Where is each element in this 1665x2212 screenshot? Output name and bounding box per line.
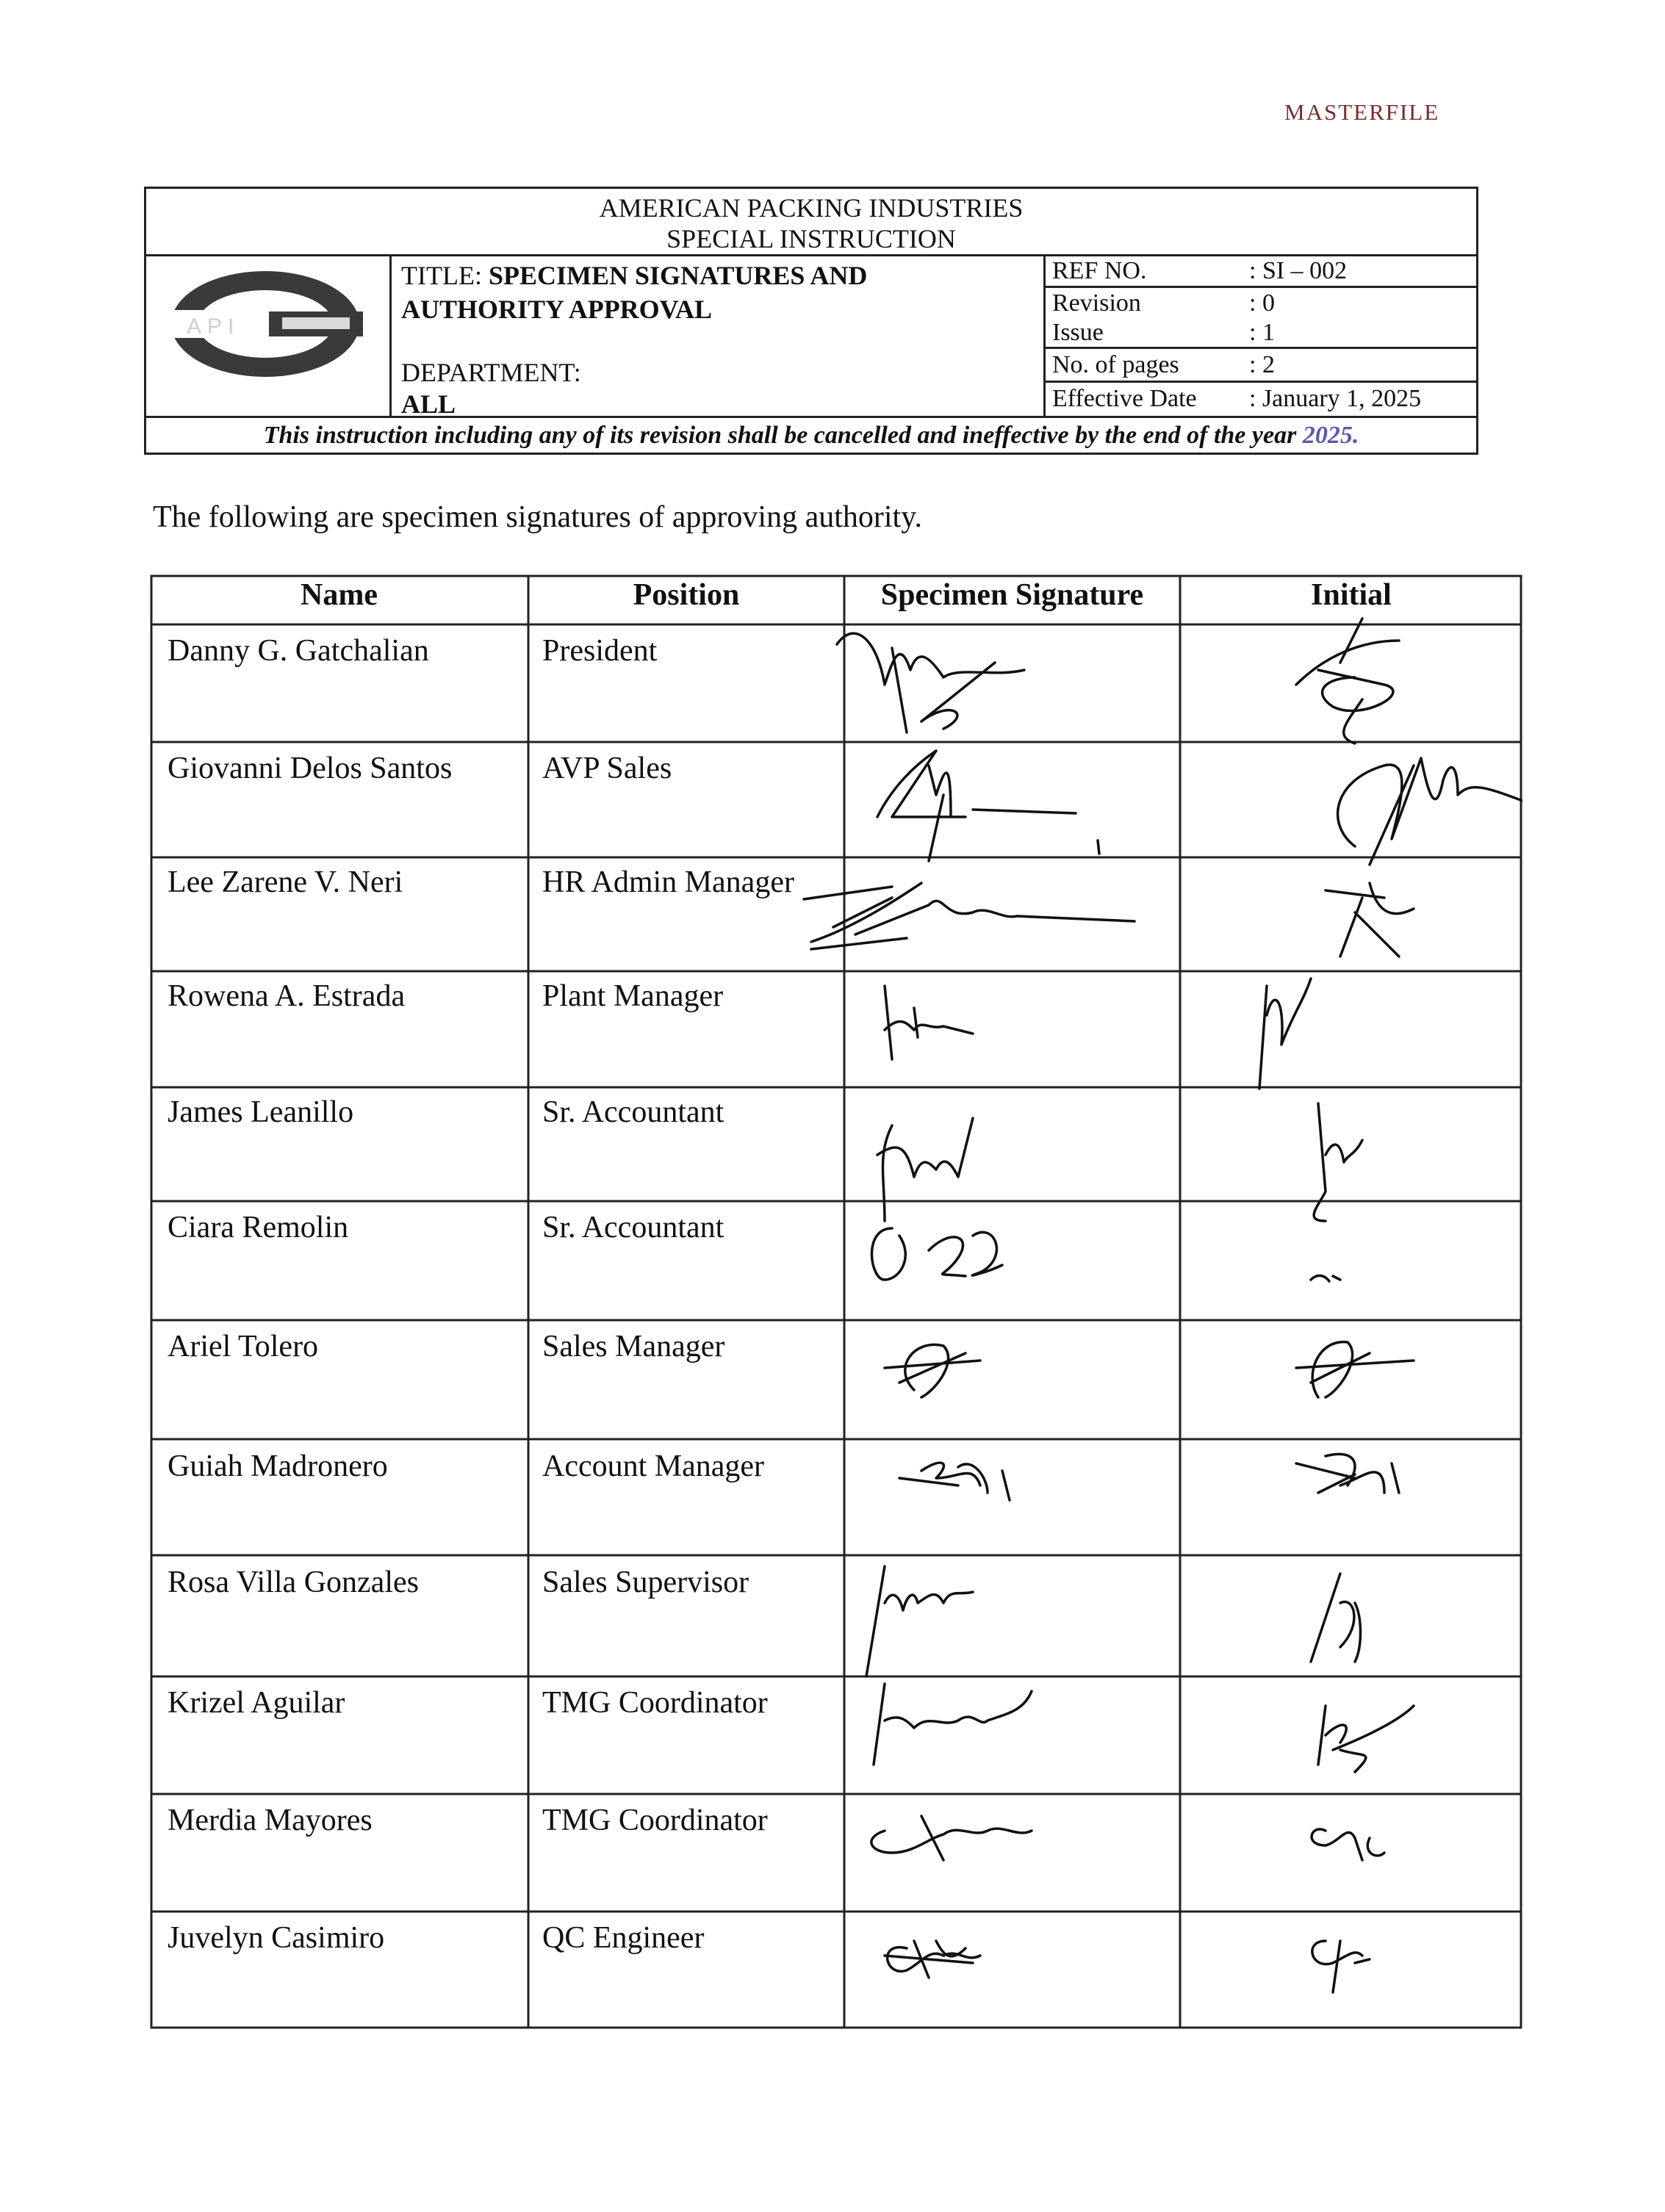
row-position: AVP Sales xyxy=(542,752,672,785)
row-name: Guiah Madronero xyxy=(168,1449,388,1483)
initial-4 xyxy=(1259,979,1311,1089)
initial-12 xyxy=(1312,1941,1370,1992)
logo-text: API xyxy=(187,314,240,339)
initial-11 xyxy=(1312,1829,1384,1860)
initial-9 xyxy=(1311,1574,1361,1662)
effective-date-label: Effective Date xyxy=(1052,385,1197,412)
row-position: Sr. Accountant xyxy=(542,1095,724,1129)
initial-6 xyxy=(1311,1275,1340,1281)
initial-7 xyxy=(1296,1342,1414,1397)
department-value: ALL xyxy=(401,389,456,419)
department-label: DEPARTMENT: xyxy=(401,358,581,387)
row-position: Account Manager xyxy=(542,1449,765,1483)
document-title xyxy=(401,259,867,326)
column-header-position: Position xyxy=(633,578,740,612)
intro-text: The following are specimen signatures of approving authority. xyxy=(153,500,922,534)
row-position: TMG Coordinator xyxy=(542,1686,768,1720)
row-position: HR Admin Manager xyxy=(542,865,794,899)
pages-value: : 2 xyxy=(1249,351,1275,378)
row-name: Krizel Aguilar xyxy=(168,1686,345,1720)
row-name: Rowena A. Estrada xyxy=(168,979,406,1013)
revision-value: : 0 xyxy=(1249,289,1275,317)
signature-12 xyxy=(885,1941,980,1978)
validity-note xyxy=(144,422,1478,450)
signatures-layer xyxy=(150,574,1522,2029)
signature-4 xyxy=(885,986,973,1059)
row-position: TMG Coordinator xyxy=(542,1804,768,1837)
signature-5 xyxy=(877,1118,973,1221)
initial-2 xyxy=(1338,758,1522,865)
row-name: Danny G. Gatchalian xyxy=(168,634,429,668)
company-name: AMERICAN PACKING INDUSTRIES xyxy=(599,193,1024,223)
initial-3 xyxy=(1326,883,1414,957)
document-type: SPECIAL INSTRUCTION xyxy=(666,224,956,253)
signature-1 xyxy=(837,633,1024,732)
column-header-name: Name xyxy=(301,578,378,612)
initial-10 xyxy=(1318,1706,1414,1772)
row-name: James Leanillo xyxy=(168,1095,354,1129)
validity-note-year: 2025. xyxy=(1302,422,1359,449)
signature-6 xyxy=(872,1228,1003,1280)
ref-no-value: : SI – 002 xyxy=(1249,257,1348,284)
ref-no-label: REF NO. xyxy=(1052,257,1147,284)
validity-note-text: This instruction including any of its revision shall be cancelled and ineffective by the end of the year xyxy=(263,422,1303,449)
row-position: Sales Manager xyxy=(542,1330,725,1363)
row-name: Lee Zarene V. Neri xyxy=(168,865,403,899)
row-position: Sales Supervisor xyxy=(542,1566,749,1599)
signature-2 xyxy=(877,751,1099,861)
row-name: Rosa Villa Gonzales xyxy=(168,1566,419,1599)
pages-label: No. of pages xyxy=(1052,351,1179,378)
issue-label: Issue xyxy=(1052,319,1104,346)
initial-5 xyxy=(1314,1103,1362,1221)
title-line-1: SPECIMEN SIGNATURES AND xyxy=(488,261,868,290)
company-logo-icon xyxy=(166,267,364,381)
row-position: Sr. Accountant xyxy=(542,1211,724,1244)
row-name: Ariel Tolero xyxy=(168,1330,319,1363)
signature-table xyxy=(150,574,1522,2029)
signature-10 xyxy=(874,1684,1032,1765)
signature-8 xyxy=(899,1463,1010,1500)
row-position: QC Engineer xyxy=(542,1921,705,1955)
row-position: Plant Manager xyxy=(542,979,724,1013)
column-header-initial: Initial xyxy=(1311,578,1392,612)
effective-date-value: : January 1, 2025 xyxy=(1249,385,1422,412)
row-name: Juvelyn Casimiro xyxy=(168,1921,385,1955)
row-position: President xyxy=(542,634,658,668)
signature-3 xyxy=(804,883,1134,949)
signature-9 xyxy=(866,1566,973,1676)
title-line-2: AUTHORITY APPROVAL xyxy=(401,295,713,324)
row-name: Merdia Mayores xyxy=(168,1804,373,1837)
column-header-signature: Specimen Signature xyxy=(880,578,1144,612)
issue-value: : 1 xyxy=(1249,319,1275,346)
masterfile-stamp: MASTERFILE xyxy=(1284,99,1440,125)
initial-1 xyxy=(1296,619,1399,743)
row-name: Ciara Remolin xyxy=(168,1211,349,1244)
signature-7 xyxy=(885,1344,980,1397)
signature-11 xyxy=(871,1816,1032,1860)
revision-label: Revision xyxy=(1052,289,1141,317)
document-header xyxy=(144,187,1478,455)
row-name: Giovanni Delos Santos xyxy=(168,752,453,785)
title-label: TITLE: xyxy=(401,261,482,290)
initial-8 xyxy=(1296,1454,1399,1493)
